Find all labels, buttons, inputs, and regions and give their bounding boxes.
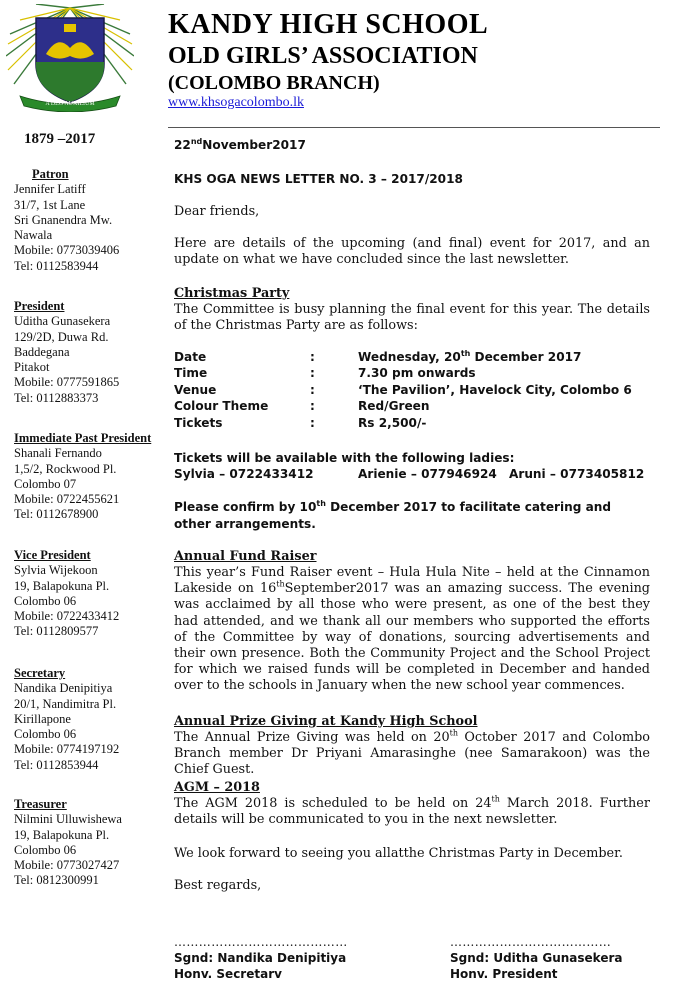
officer-line: Mobile: 0773027427 [14,858,120,873]
officer-line: Mobile: 0774197192 [14,742,120,757]
officer-line: Colombo 06 [14,727,77,742]
officer-vice-president [14,548,164,640]
christmas-heading: Christmas Party [174,286,290,301]
officer-immediate-past-president [14,431,164,523]
signatory-name: Sgnd: Uditha Gunasekera [450,951,623,965]
officer-role: Secretary [14,666,66,680]
officer-line: Mobile: 0777591865 [14,375,120,390]
officer-line: Tel: 0112883373 [14,390,99,405]
officer-line: Tel: 0112583944 [14,258,99,273]
ticket-contact: Aruni – 0773405812 [509,467,645,481]
signatory-title: Honv. Secretarv [174,967,282,981]
school-name: KANDY HIGH SCHOOL [168,9,489,40]
agm-paragraph: The AGM 2018 is scheduled to be held on 24th March 2018. Further details will be communicated to you in the next newsletter. [174,794,650,828]
officer-role: Immediate Past President [14,431,152,445]
fund-raiser-paragraph: This year’s Fund Raiser event – Hula Hula Nite – held at the Cinnamon Lakeside on 16thSeptember2017 was an amazing success. The evening was acclaimed by all those who were present, as one of the best they had attended, and we thank all our members who supported the efforts of the Committee by way of donations, sourcing advertisements and their own presence. Both the Community Project and the School Project for which we raised funds will be completed in December and handed over to the schools in January when the new school year commences. [174,565,650,694]
officer-line: Nandika Denipitiya [14,681,113,696]
officer-line: Sri Gnanendra Mw. [14,212,113,227]
officer-line: 20/1, Nandimitra Pl. [14,696,117,711]
letter-date: 22ndNovember2017 [174,136,306,152]
officer-line: Colombo 06 [14,842,77,857]
website-link[interactable]: www.khsogacolombo.lk [168,95,304,110]
years-label: 1879 –2017 [24,131,96,147]
officer-line: Tel: 0812300991 [14,873,99,888]
officer-line: 129/2D, Duwa Rd. [14,329,109,344]
officer-president [14,299,164,406]
event-row-theme: Colour Theme : Red/Green [174,399,430,414]
officer-line: 1,5/2, Rockwood Pl. [14,461,117,476]
school-crest-logo [6,4,134,112]
officer-role: President [14,299,65,313]
officer-treasurer [14,797,164,889]
officer-line: 19, Balapokuna Pl. [14,827,110,842]
signature-line: …………………………………… [174,935,348,949]
ticket-contact: Sylvia – 0722433412 [174,467,314,481]
closing-line: We look forward to seeing you allatthe Christmas Party in December. [174,846,623,861]
officer-patron [14,167,164,274]
officer-role: Vice President [14,548,91,562]
agm-heading: AGM – 2018 [174,780,260,795]
officer-role: Patron [32,167,69,181]
header-divider [168,127,660,128]
officer-line: Mobile: 0722455621 [14,492,120,507]
ticket-contacts [174,466,650,482]
svg-text:A DEO AUXILIUM: A DEO AUXILIUM [45,101,95,107]
tickets-heading: Tickets will be available with the following ladies: [174,451,515,465]
signature-secretary [174,934,348,982]
prize-giving-paragraph: The Annual Prize Giving was held on 20th October 2017 and Colombo Branch member Dr Priyani Amarasinghe (nee Samarakoon) was the Chief Guest. [174,728,650,778]
officer-line: Tel: 0112678900 [14,507,99,522]
officer-line: Baddegana [14,344,70,359]
signature-president [450,934,622,982]
branch-name: (COLOMBO BRANCH) [168,72,380,94]
officer-line: Colombo 07 [14,476,77,491]
officer-line: Mobile: 0722433412 [14,609,120,624]
officer-line: Nawala [14,228,53,243]
officer-line: 31/7, 1st Lane [14,197,86,212]
officer-line: Tel: 0112809577 [14,624,99,639]
officer-line: Mobile: 0773039406 [14,243,120,258]
officer-role: Treasurer [14,797,67,811]
intro-paragraph: Here are details of the upcoming (and final) event for 2017, and an update on what we have concluded since the last newsletter. [174,236,650,268]
signatory-name: Sgnd: Nandika Denipitiya [174,951,347,965]
officer-line: Colombo 06 [14,593,77,608]
officer-line: Jennifer Latiff [14,182,86,197]
regards: Best regards, [174,878,262,893]
signatory-title: Honv. President [450,967,558,981]
officer-line: Tel: 0112853944 [14,757,99,772]
signature-line: ………………………………… [450,935,612,949]
event-row-time: Time : 7.30 pm onwards [174,366,476,381]
association-name: OLD GIRLS’ ASSOCIATION [168,43,478,69]
fund-raiser-heading: Annual Fund Raiser [174,549,317,564]
officer-line: Sylvia Wijekoon [14,563,98,578]
officer-line: Uditha Gunasekera [14,314,111,329]
officer-line: 19, Balapokuna Pl. [14,578,110,593]
event-row-date: Date : Wednesday, 20th December 2017 [174,348,582,364]
officer-line: Pitakot [14,360,50,375]
event-details-table [174,350,632,432]
officer-line: Kirillapone [14,711,71,726]
officer-line: Shanali Fernando [14,446,102,461]
prize-giving-heading: Annual Prize Giving at Kandy High School [174,714,478,729]
confirmation-note: Please confirm by 10th December 2017 to facilitate catering and other arrangements. [174,498,612,531]
officer-line: Nilmini Ulluwishewa [14,812,122,827]
ticket-contact: Arienie – 077946924 [358,467,497,481]
event-row-venue: Venue : ‘The Pavilion’, Havelock City, Colombo 6 [174,382,632,397]
event-row-tickets: Tickets : Rs 2,500/- [174,415,427,430]
salutation: Dear friends, [174,204,260,219]
christmas-paragraph: The Committee is busy planning the final event for this year. The details of the Christmas Party are as follows: [174,302,650,334]
newsletter-reference: KHS OGA NEWS LETTER NO. 3 – 2017/2018 [174,172,463,186]
officer-secretary [14,666,164,773]
